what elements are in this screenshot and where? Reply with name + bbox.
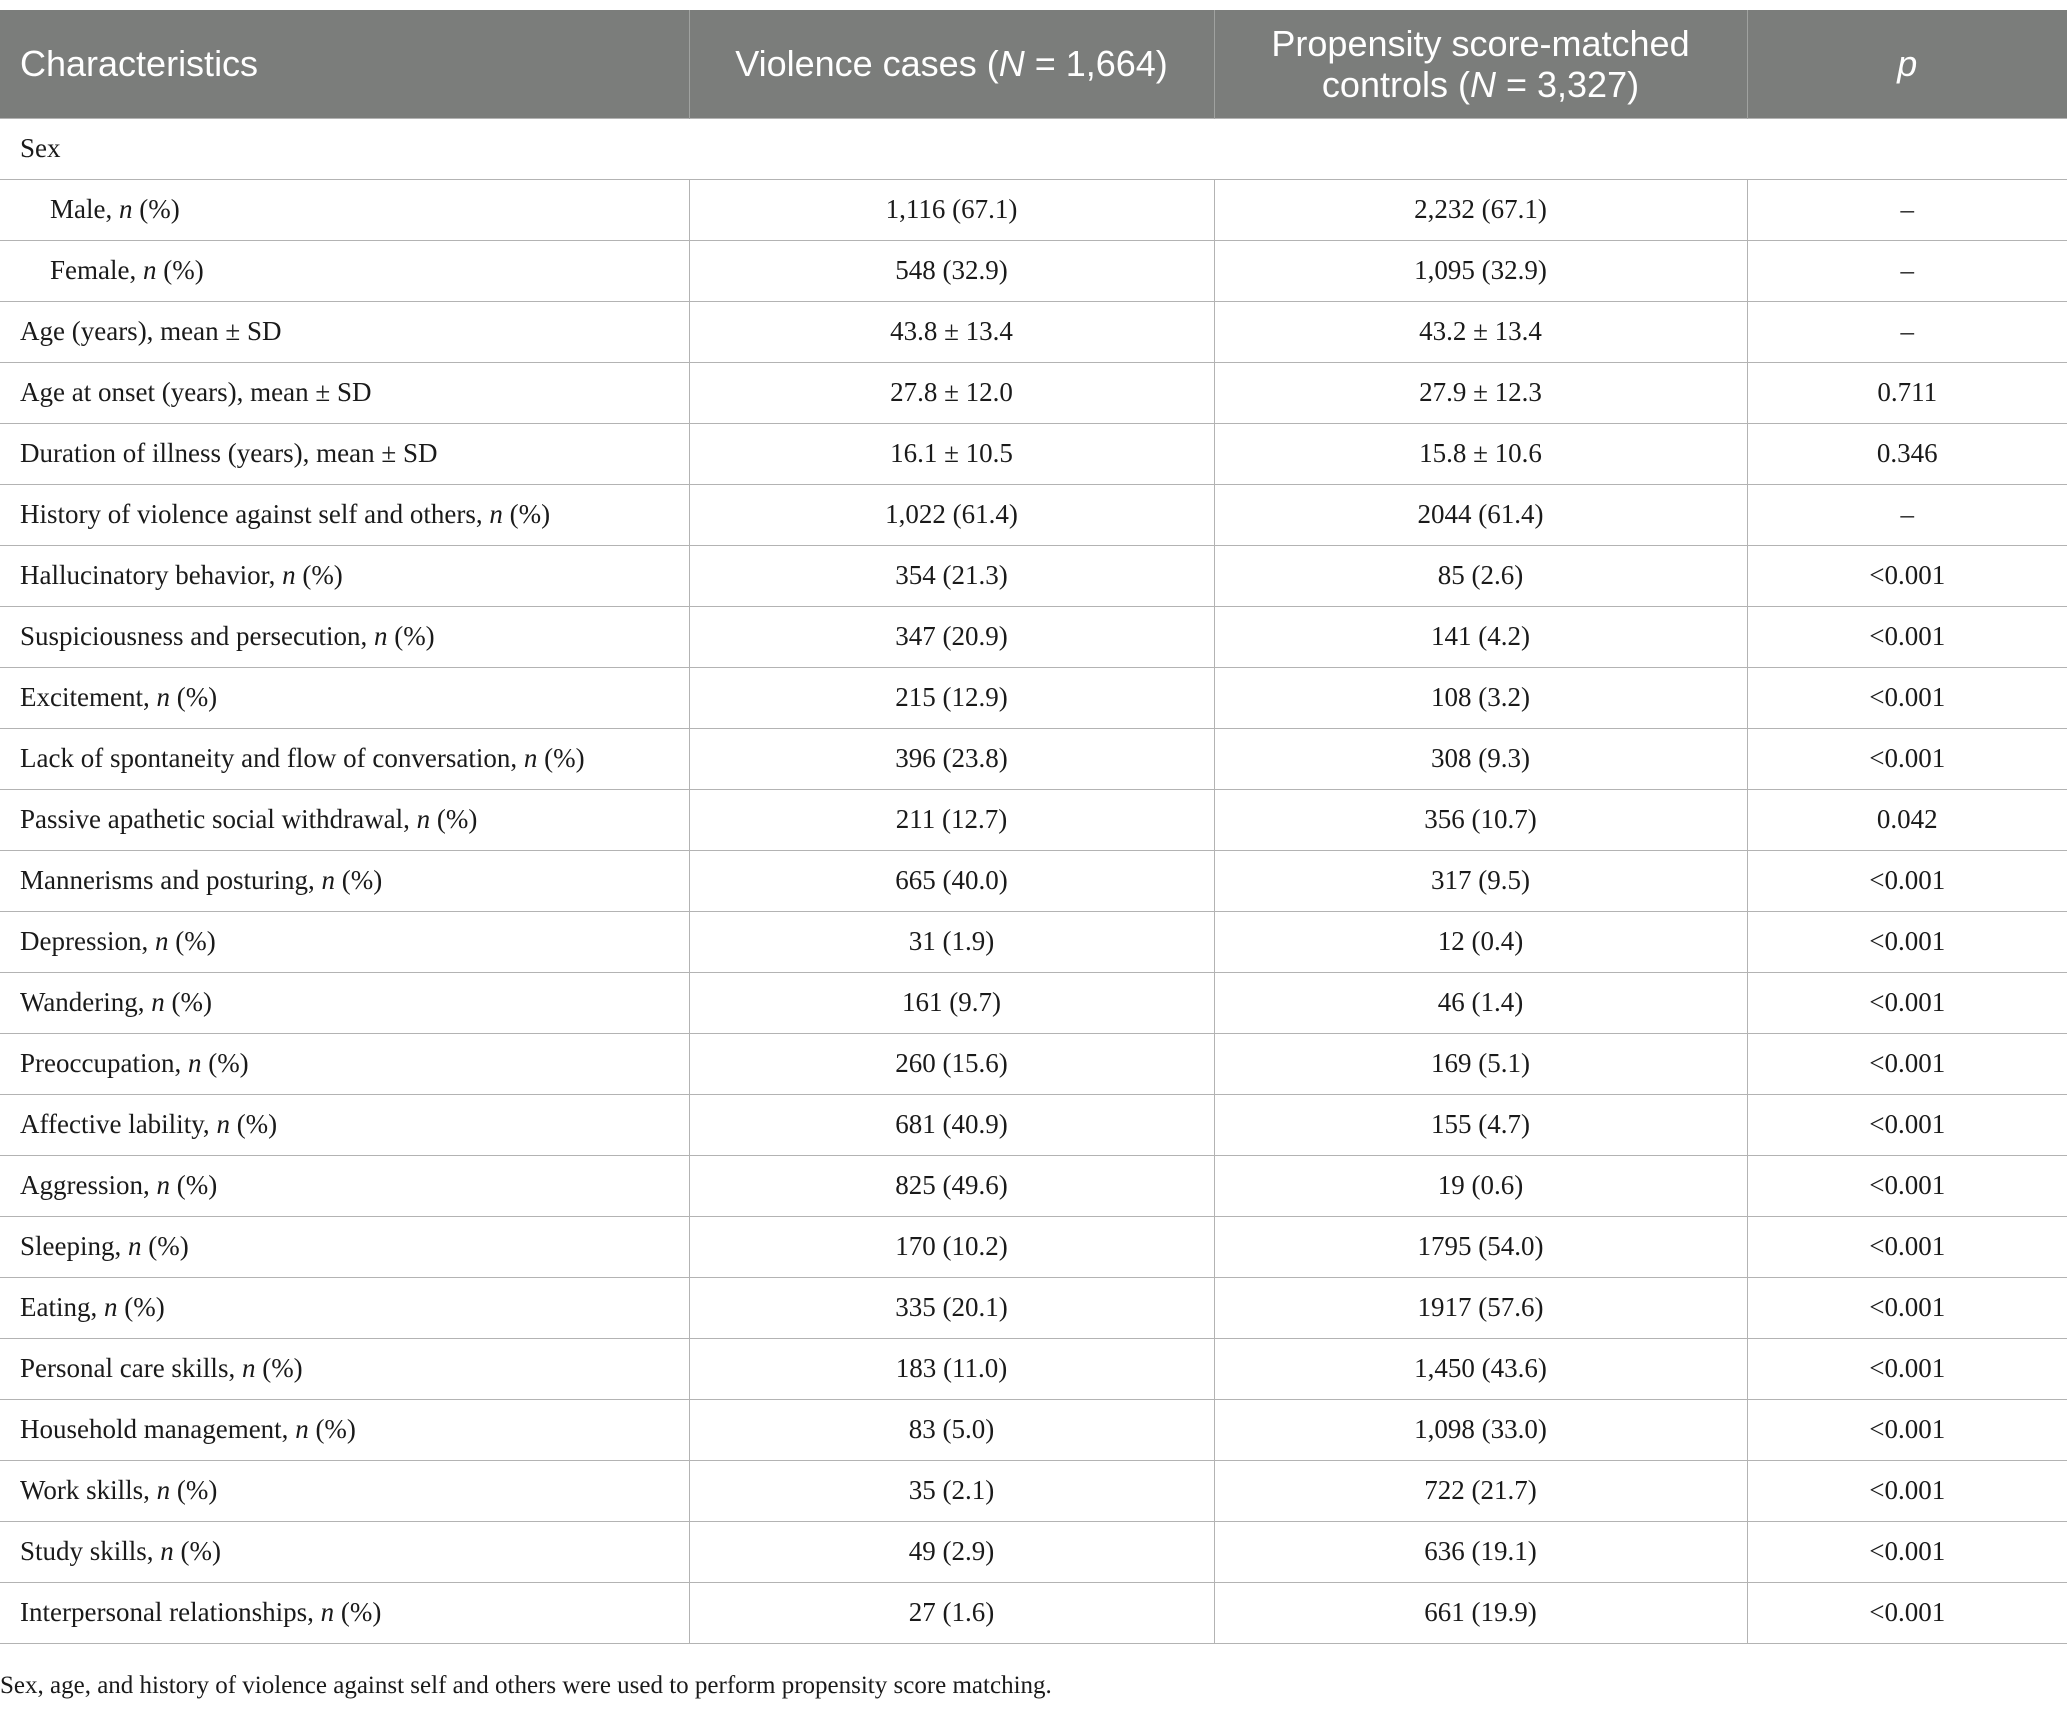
row-label-text: Interpersonal relationships,	[20, 1597, 321, 1627]
row-characteristic	[0, 789, 689, 850]
row-stat-symbol: n	[154, 926, 169, 956]
row-p-value: <0.001	[1747, 667, 2067, 728]
row-label-text: Personal care skills,	[20, 1353, 242, 1383]
row-p-value: 0.711	[1747, 362, 2067, 423]
row-stat-symbol: n	[295, 1414, 309, 1444]
row-characteristic	[0, 1033, 689, 1094]
row-controls-value: 27.9 ± 12.3	[1214, 362, 1747, 423]
table-row	[0, 606, 2067, 667]
row-controls-value: 1,098 (33.0)	[1214, 1399, 1747, 1460]
row-cases-value: 665 (40.0)	[689, 850, 1214, 911]
row-unit-text: (%)	[430, 804, 478, 834]
row-controls-value: 46 (1.4)	[1214, 972, 1747, 1033]
row-p-value: –	[1747, 484, 2067, 545]
table-row	[0, 1216, 2067, 1277]
row-label-text: Excitement,	[20, 682, 157, 712]
row-cases-value: 161 (9.7)	[689, 972, 1214, 1033]
row-cases-value: 1,022 (61.4)	[689, 484, 1214, 545]
row-stat-symbol: n	[282, 560, 296, 590]
row-cases-value: 347 (20.9)	[689, 606, 1214, 667]
row-controls-value: 1,095 (32.9)	[1214, 240, 1747, 301]
row-controls-value: 43.2 ± 13.4	[1214, 301, 1747, 362]
table-row	[0, 911, 2067, 972]
row-stat-symbol: n	[156, 1170, 170, 1200]
table-group-row	[0, 118, 2067, 179]
row-controls-value: 169 (5.1)	[1214, 1033, 1747, 1094]
row-stat-symbol: n	[216, 1109, 230, 1139]
row-label-text: Hallucinatory behavior,	[20, 560, 283, 590]
row-unit-text: (%)	[170, 1170, 218, 1200]
row-p-value: <0.001	[1747, 1399, 2067, 1460]
row-controls-value: 661 (19.9)	[1214, 1582, 1747, 1643]
row-label-text: Study skills,	[20, 1536, 161, 1566]
row-unit-text: (%)	[229, 1109, 278, 1139]
row-label-text: Male,	[50, 194, 119, 224]
row-label-text: Affective lability,	[20, 1109, 217, 1139]
row-characteristic	[0, 1277, 689, 1338]
table-row	[0, 789, 2067, 850]
row-controls-value: 141 (4.2)	[1214, 606, 1747, 667]
row-label-text: Work skills,	[20, 1475, 157, 1505]
row-label-text: Preoccupation,	[20, 1048, 188, 1078]
row-unit-text: (%)	[141, 1231, 189, 1261]
table-row	[0, 1338, 2067, 1399]
row-unit-text: (%)	[156, 255, 204, 285]
table-row	[0, 1521, 2067, 1582]
row-cases-value: 1,116 (67.1)	[689, 179, 1214, 240]
row-stat-symbol: n	[187, 1048, 202, 1078]
table-row	[0, 972, 2067, 1033]
table-footnote: Sex, age, and history of violence against self and others were used to perform propensity score matching.	[0, 1672, 1052, 1699]
row-cases-value: 16.1 ± 10.5	[689, 423, 1214, 484]
row-label-text: Depression,	[20, 926, 155, 956]
row-p-value: <0.001	[1747, 911, 2067, 972]
row-label-text: History of violence against self and others,	[20, 499, 490, 529]
row-unit-text: (%)	[170, 1475, 218, 1505]
row-p-value: <0.001	[1747, 728, 2067, 789]
row-controls-value: 1795 (54.0)	[1214, 1216, 1747, 1277]
row-controls-value: 2044 (61.4)	[1214, 484, 1747, 545]
row-controls-value: 356 (10.7)	[1214, 789, 1747, 850]
characteristics-table	[0, 10, 2067, 1644]
table-row	[0, 1399, 2067, 1460]
row-unit-text: (%)	[537, 743, 585, 773]
row-label-text: Age (years), mean ± SD	[20, 316, 282, 346]
row-p-value: <0.001	[1747, 850, 2067, 911]
row-stat-symbol: n	[320, 1597, 335, 1627]
row-cases-value: 27 (1.6)	[689, 1582, 1214, 1643]
row-characteristic	[0, 1582, 689, 1643]
row-controls-value: 155 (4.7)	[1214, 1094, 1747, 1155]
row-p-value: <0.001	[1747, 606, 2067, 667]
row-p-value: <0.001	[1747, 1277, 2067, 1338]
table-body	[0, 118, 2067, 1643]
row-cases-value: 354 (21.3)	[689, 545, 1214, 606]
row-controls-value: 1,450 (43.6)	[1214, 1338, 1747, 1399]
row-label-text: Suspiciousness and persecution,	[20, 621, 374, 651]
table-row	[0, 1582, 2067, 1643]
row-stat-symbol: n	[156, 682, 170, 712]
row-controls-value: 317 (9.5)	[1214, 850, 1747, 911]
row-characteristic	[0, 179, 689, 240]
row-cases-value: 35 (2.1)	[689, 1460, 1214, 1521]
header-characteristics: Characteristics	[0, 10, 689, 118]
row-p-value: <0.001	[1747, 1155, 2067, 1216]
row-controls-value: 2,232 (67.1)	[1214, 179, 1747, 240]
row-p-value: <0.001	[1747, 1582, 2067, 1643]
row-cases-value: 548 (32.9)	[689, 240, 1214, 301]
row-characteristic	[0, 301, 689, 362]
row-label-text: Age at onset (years), mean ± SD	[20, 377, 372, 407]
row-stat-symbol: n	[160, 1536, 174, 1566]
row-stat-symbol: n	[156, 1475, 171, 1505]
header-p-value: p	[1747, 10, 2067, 118]
row-p-value: <0.001	[1747, 1094, 2067, 1155]
row-characteristic	[0, 240, 689, 301]
row-unit-text: (%)	[169, 682, 218, 712]
row-p-value: <0.001	[1747, 1460, 2067, 1521]
table-row	[0, 1155, 2067, 1216]
row-characteristic	[0, 972, 689, 1033]
row-characteristic	[0, 728, 689, 789]
table-row	[0, 545, 2067, 606]
row-controls-value: 19 (0.6)	[1214, 1155, 1747, 1216]
row-label-text: Mannerisms and posturing,	[20, 865, 322, 895]
row-cases-value: 211 (12.7)	[689, 789, 1214, 850]
row-characteristic	[0, 1155, 689, 1216]
row-p-value: <0.001	[1747, 1216, 2067, 1277]
row-p-value: –	[1747, 179, 2067, 240]
row-cases-value: 183 (11.0)	[689, 1338, 1214, 1399]
row-unit-text: (%)	[201, 1048, 249, 1078]
table-row	[0, 850, 2067, 911]
row-characteristic	[0, 1338, 689, 1399]
row-cases-value: 681 (40.9)	[689, 1094, 1214, 1155]
row-unit-text: (%)	[173, 1536, 222, 1566]
row-characteristic	[0, 545, 689, 606]
row-label-text: Eating,	[20, 1292, 104, 1322]
table-row	[0, 484, 2067, 545]
row-unit-text: (%)	[334, 1597, 382, 1627]
header-violence-cases: Violence cases (N = 1,664)	[689, 10, 1214, 118]
row-label-text: Lack of spontaneity and flow of conversation,	[20, 743, 524, 773]
table-header-row	[0, 10, 2067, 118]
row-characteristic	[0, 1521, 689, 1582]
row-unit-text: (%)	[117, 1292, 165, 1322]
row-stat-symbol: n	[103, 1292, 118, 1322]
row-label-text: Duration of illness (years), mean ± SD	[20, 438, 438, 468]
row-unit-text: (%)	[387, 621, 435, 651]
row-stat-symbol: n	[321, 865, 335, 895]
row-p-value: 0.346	[1747, 423, 2067, 484]
row-p-value: <0.001	[1747, 972, 2067, 1033]
row-characteristic	[0, 1216, 689, 1277]
row-cases-value: 31 (1.9)	[689, 911, 1214, 972]
row-cases-value: 170 (10.2)	[689, 1216, 1214, 1277]
row-p-value: <0.001	[1747, 545, 2067, 606]
row-cases-value: 396 (23.8)	[689, 728, 1214, 789]
row-characteristic	[0, 911, 689, 972]
row-characteristic	[0, 1399, 689, 1460]
table-row	[0, 1033, 2067, 1094]
row-controls-value: 85 (2.6)	[1214, 545, 1747, 606]
row-unit-text: (%)	[308, 1414, 356, 1444]
row-unit-text: (%)	[255, 1353, 303, 1383]
row-unit-text: (%)	[334, 865, 383, 895]
row-stat-symbol: n	[373, 621, 388, 651]
row-unit-text: (%)	[502, 499, 551, 529]
row-p-value: 0.042	[1747, 789, 2067, 850]
table-row	[0, 423, 2067, 484]
row-unit-text: (%)	[295, 560, 343, 590]
row-cases-value: 27.8 ± 12.0	[689, 362, 1214, 423]
row-controls-value: 636 (19.1)	[1214, 1521, 1747, 1582]
row-p-value: <0.001	[1747, 1033, 2067, 1094]
table-row	[0, 301, 2067, 362]
row-stat-symbol: n	[489, 499, 503, 529]
row-label-text: Passive apathetic social withdrawal,	[20, 804, 417, 834]
row-unit-text: (%)	[168, 926, 216, 956]
row-controls-value: 108 (3.2)	[1214, 667, 1747, 728]
row-stat-symbol: n	[523, 743, 538, 773]
table-row	[0, 728, 2067, 789]
table-row	[0, 1277, 2067, 1338]
row-p-value: <0.001	[1747, 1521, 2067, 1582]
row-unit-text: (%)	[164, 987, 213, 1017]
row-controls-value: 12 (0.4)	[1214, 911, 1747, 972]
row-p-value: <0.001	[1747, 1338, 2067, 1399]
row-p-value: –	[1747, 301, 2067, 362]
row-cases-value: 825 (49.6)	[689, 1155, 1214, 1216]
row-controls-value: 722 (21.7)	[1214, 1460, 1747, 1521]
row-label-text: Sleeping,	[20, 1231, 128, 1261]
row-characteristic	[0, 423, 689, 484]
row-unit-text: (%)	[132, 194, 180, 224]
row-cases-value: 83 (5.0)	[689, 1399, 1214, 1460]
row-stat-symbol: n	[118, 194, 133, 224]
row-characteristic	[0, 362, 689, 423]
table-row	[0, 1460, 2067, 1521]
row-label-text: Wandering,	[20, 987, 152, 1017]
row-stat-symbol: n	[142, 255, 157, 285]
group-label-sex: Sex	[0, 118, 2067, 179]
row-cases-value: 260 (15.6)	[689, 1033, 1214, 1094]
row-characteristic	[0, 1460, 689, 1521]
row-controls-value: 15.8 ± 10.6	[1214, 423, 1747, 484]
row-characteristic	[0, 484, 689, 545]
table-row	[0, 240, 2067, 301]
row-label-text: Female,	[50, 255, 143, 285]
row-cases-value: 215 (12.9)	[689, 667, 1214, 728]
header-matched-controls: Propensity score-matched controls (N = 3,327)	[1214, 10, 1747, 118]
row-stat-symbol: n	[241, 1353, 256, 1383]
characteristics-table-container	[0, 10, 2067, 1644]
row-label-text: Household management,	[20, 1414, 296, 1444]
row-stat-symbol: n	[416, 804, 431, 834]
row-controls-value: 308 (9.3)	[1214, 728, 1747, 789]
row-cases-value: 335 (20.1)	[689, 1277, 1214, 1338]
table-row	[0, 667, 2067, 728]
row-characteristic	[0, 606, 689, 667]
row-p-value: –	[1747, 240, 2067, 301]
table-row	[0, 362, 2067, 423]
row-label-text: Aggression,	[20, 1170, 157, 1200]
row-controls-value: 1917 (57.6)	[1214, 1277, 1747, 1338]
row-stat-symbol: n	[128, 1231, 142, 1261]
row-characteristic	[0, 1094, 689, 1155]
row-cases-value: 43.8 ± 13.4	[689, 301, 1214, 362]
row-characteristic	[0, 850, 689, 911]
row-stat-symbol: n	[151, 987, 165, 1017]
row-characteristic	[0, 667, 689, 728]
row-cases-value: 49 (2.9)	[689, 1521, 1214, 1582]
table-row	[0, 179, 2067, 240]
table-row	[0, 1094, 2067, 1155]
